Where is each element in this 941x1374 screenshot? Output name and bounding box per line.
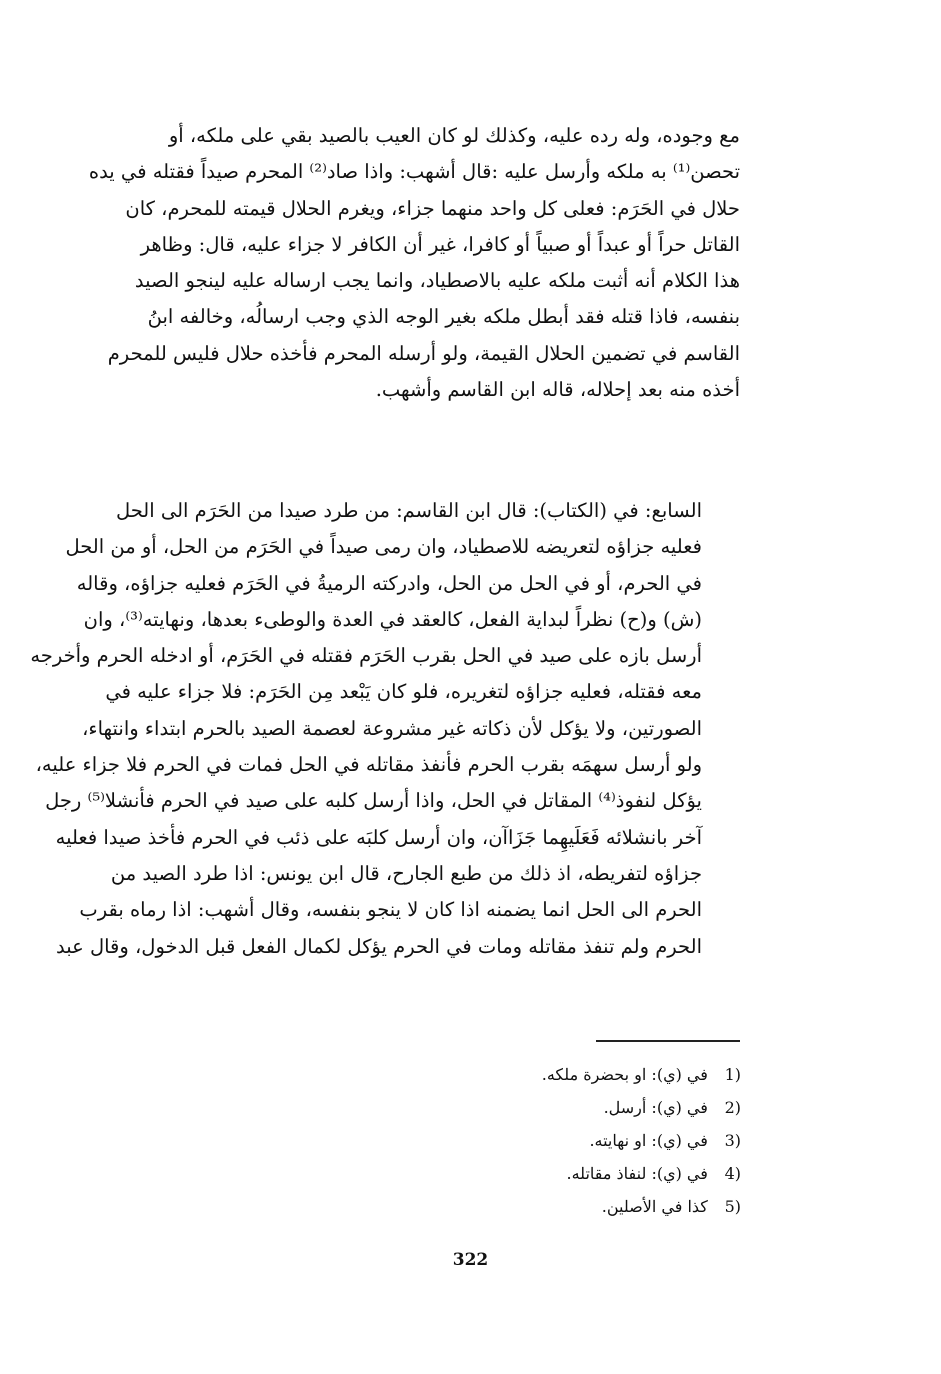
text-line: في الحرم، أو في الحل من الحل، وادركته الرميةُ في الحَرَم فعليه جزاؤه، وقاله xyxy=(76,571,702,595)
footnote-1 xyxy=(341,1058,741,1091)
footnote-number: 4) xyxy=(724,1164,741,1183)
text-line: تحصن⁽¹⁾ به ملكه وأرسل عليه :قال أشهب: واذا صاد⁽²⁾ المحرم صيداً فقتله في يده xyxy=(88,160,740,184)
text-line: هذا الكلام أنه أثبت ملكه عليه بالاصطياد، وانما يجب ارساله عليه لينجو الصيد xyxy=(134,269,740,293)
footnote-number: 1) xyxy=(724,1065,741,1084)
text-line: الحرم الى الحل انما يضمنه اذا كان لا ينجو بنفسه، وقال أشهب: اذا رماه بقرب xyxy=(79,898,702,922)
text-line: فعليه جزاؤه لتعريضه للاصطياد، وان رمى صيداً في الحَرَم من الحل، أو من الحل xyxy=(65,535,702,559)
footnotes xyxy=(341,1058,741,1223)
text-line: الحرم ولم تنفذ مقاتله ومات في الحرم يؤكل لكمال الفعل قبل الدخول، وقال عبد xyxy=(55,934,702,958)
text-line: معه فقتله، فعليه جزاؤه لتغريره، فلو كان يَبْعد مِن الحَرَم: فلا جزاء عليه في xyxy=(105,680,702,704)
text-line: آخر بانشلائه فَعَلَيهِما جَزَاآن، وان أرسل كلبَه على ذئب في الحرم فأخذ صيدا فعليه xyxy=(55,825,702,849)
page-number: 322 xyxy=(452,1250,489,1270)
footnote-4 xyxy=(341,1157,741,1190)
text-line: (ش) و(ح) نظراً لبداية الفعل، كالعقد في العدة والوطىء بعدها، ونهايته⁽³⁾، وان xyxy=(83,607,702,631)
footnote-5 xyxy=(341,1190,741,1223)
footnote-number: 5) xyxy=(724,1197,741,1216)
text-line: القاتل حراً أو عبداً أو صبياً أو كافرا، غير أن الكافر لا جزاء عليه، قال: وظاهر xyxy=(140,232,740,256)
text-line: ولو أرسل سهمَه بقرب الحرم فأنفذ مقاتله في الحل فمات في الحرم فلا جزاء عليه، xyxy=(35,753,702,777)
footnote-2 xyxy=(341,1091,741,1124)
text-line: القاسم في تضمين الحلال القيمة، ولو أرسله المحرم فأخذه حلال فليس للمحرم xyxy=(107,341,740,365)
paragraph-1 xyxy=(70,118,740,481)
text-line: مع وجوده، وله رده عليه، وكذلك لو كان العيب بالصيد بقي على ملكه، أو xyxy=(168,124,740,147)
text-line: بنفسه، فاذا قتله فقد أبطل ملكه بغير الوجه الذي وجب ارسالُه، وخالفه ابنُ xyxy=(147,305,740,329)
footnote-separator xyxy=(596,1040,740,1042)
footnote-text: في (ي): أرسل. xyxy=(603,1098,708,1117)
footnote-number: 2) xyxy=(724,1098,741,1117)
text-line: حلال في الحَرَم: فعلى كل واحد منهما جزاء، ويغرم الحلال قيمته للمحرم، كان xyxy=(125,196,740,220)
footnote-text: كذا في الأصلين. xyxy=(601,1197,708,1216)
text-line: السابع: في (الكتاب): قال ابن القاسم: من طرد صيدا من الحَرَم الى الحل xyxy=(115,499,702,522)
footnote-text: في (ي): لنفاذ مقاتله. xyxy=(566,1164,708,1183)
text-line: أخذه منه بعد إحلاله، قاله ابن القاسم وأشهب. xyxy=(375,378,740,402)
text-line: أرسل بازه على صيد في الحل بقرب الحَرَم فقتله في الحَرَم، أو ادخله الحرم وأخرجه xyxy=(30,644,702,668)
text-line: يؤكل لنفوذ⁽⁴⁾ المقاتل في الحل، واذا أرسل كلبه على صيد في الحرم فأنشلا⁽⁵⁾ رجل xyxy=(45,789,702,813)
paragraph-2 xyxy=(30,493,740,965)
footnote-text: في (ي): او بحضرة ملكه. xyxy=(541,1065,708,1084)
text-line: جزاؤه لتفريطه، اذ ذلك من طبع الجارح، قال ابن يونس: اذا طرد الصيد من xyxy=(110,861,702,885)
footnote-3 xyxy=(341,1124,741,1157)
main-text xyxy=(30,118,740,965)
footnote-number: 3) xyxy=(724,1131,741,1150)
text-line: الصورتين، ولا يؤكل لأن ذكاته غير مشروعة لعصمة الصيد بالحرم ابتداء وانتهاء، xyxy=(82,716,702,740)
footnote-text: في (ي): او نهايته. xyxy=(589,1131,708,1150)
